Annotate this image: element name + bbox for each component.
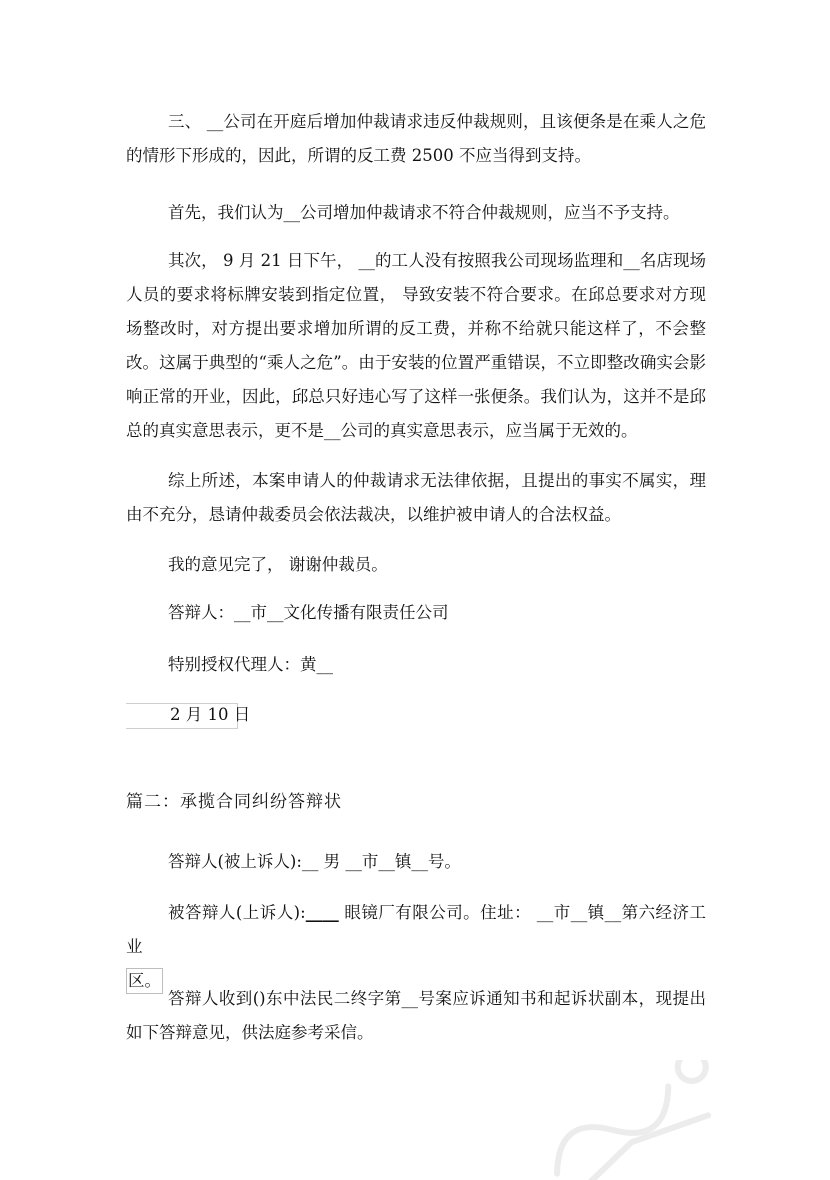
signature-date: 2 月 10 日 (170, 705, 251, 724)
closing-remark: 我的意见完了， 谢谢仲裁员。 (168, 555, 388, 574)
paragraph-received: 答辩人收到()东中法民二终字第__号案应诉通知书和起诉状副本，现提出如下答辩意见，供法庭参考采信。 (126, 989, 706, 1042)
appellee-tail: 区。 (126, 968, 163, 994)
respondent-info: 答辩人(被上诉人):__ 男 __市__镇__号。 (168, 852, 461, 871)
paragraph-summary: 综上所述，本案申请人的仲裁请求无法律依据，且提出的事实不属实，理由不充分，恳请仲裁委员会依法裁决，以维护被申请人的合法权益。 (126, 471, 706, 524)
respondent-signature: 答辩人：__市__文化传播有限责任公司 (168, 603, 449, 622)
section-heading: 篇二：承揽合同纠纷答辩状 (126, 792, 342, 812)
appellee-blank: ____ (305, 903, 339, 922)
paragraph-point-three: 三、 __公司在开庭后增加仲裁请求违反仲裁规则，且该便条是在乘人之危的情形下形成的，因此，所谓的反工费 2500 不应当得到支持。 (126, 112, 706, 165)
agent-signature: 特别授权代理人：黄__ (168, 655, 333, 674)
paragraph-first: 首先，我们认为__公司增加仲裁请求不符合仲裁规则，应当不予支持。 (168, 203, 680, 222)
watermark-graphic (500, 1060, 760, 1180)
appellee-rest: 眼镜厂有限公司。住址： __市__镇__第六经济工业 (126, 903, 706, 956)
paragraph-second: 其次， 9 月 21 日下午， __的工人没有按照我公司现场监理和__名店现场人员的要求将标牌安装到指定位置， 导致安装不符合要求。在邱总要求对方现场整改时，对方提出要求增加所谓的反工费，并称不给就只能这样了，不会整改。这属于典型的“乘人之危”。由于安装的位置严重错误，不立即整改确实会影响正常的开业，因此，邱总只好违心写了这样一张便条。我们认为，这并不是邱总的真实意思表示，更不是__公司的真实意思表示，应当属于无效的。 (126, 251, 706, 440)
appellee-prefix: 被答辩人(上诉人): (168, 903, 306, 922)
